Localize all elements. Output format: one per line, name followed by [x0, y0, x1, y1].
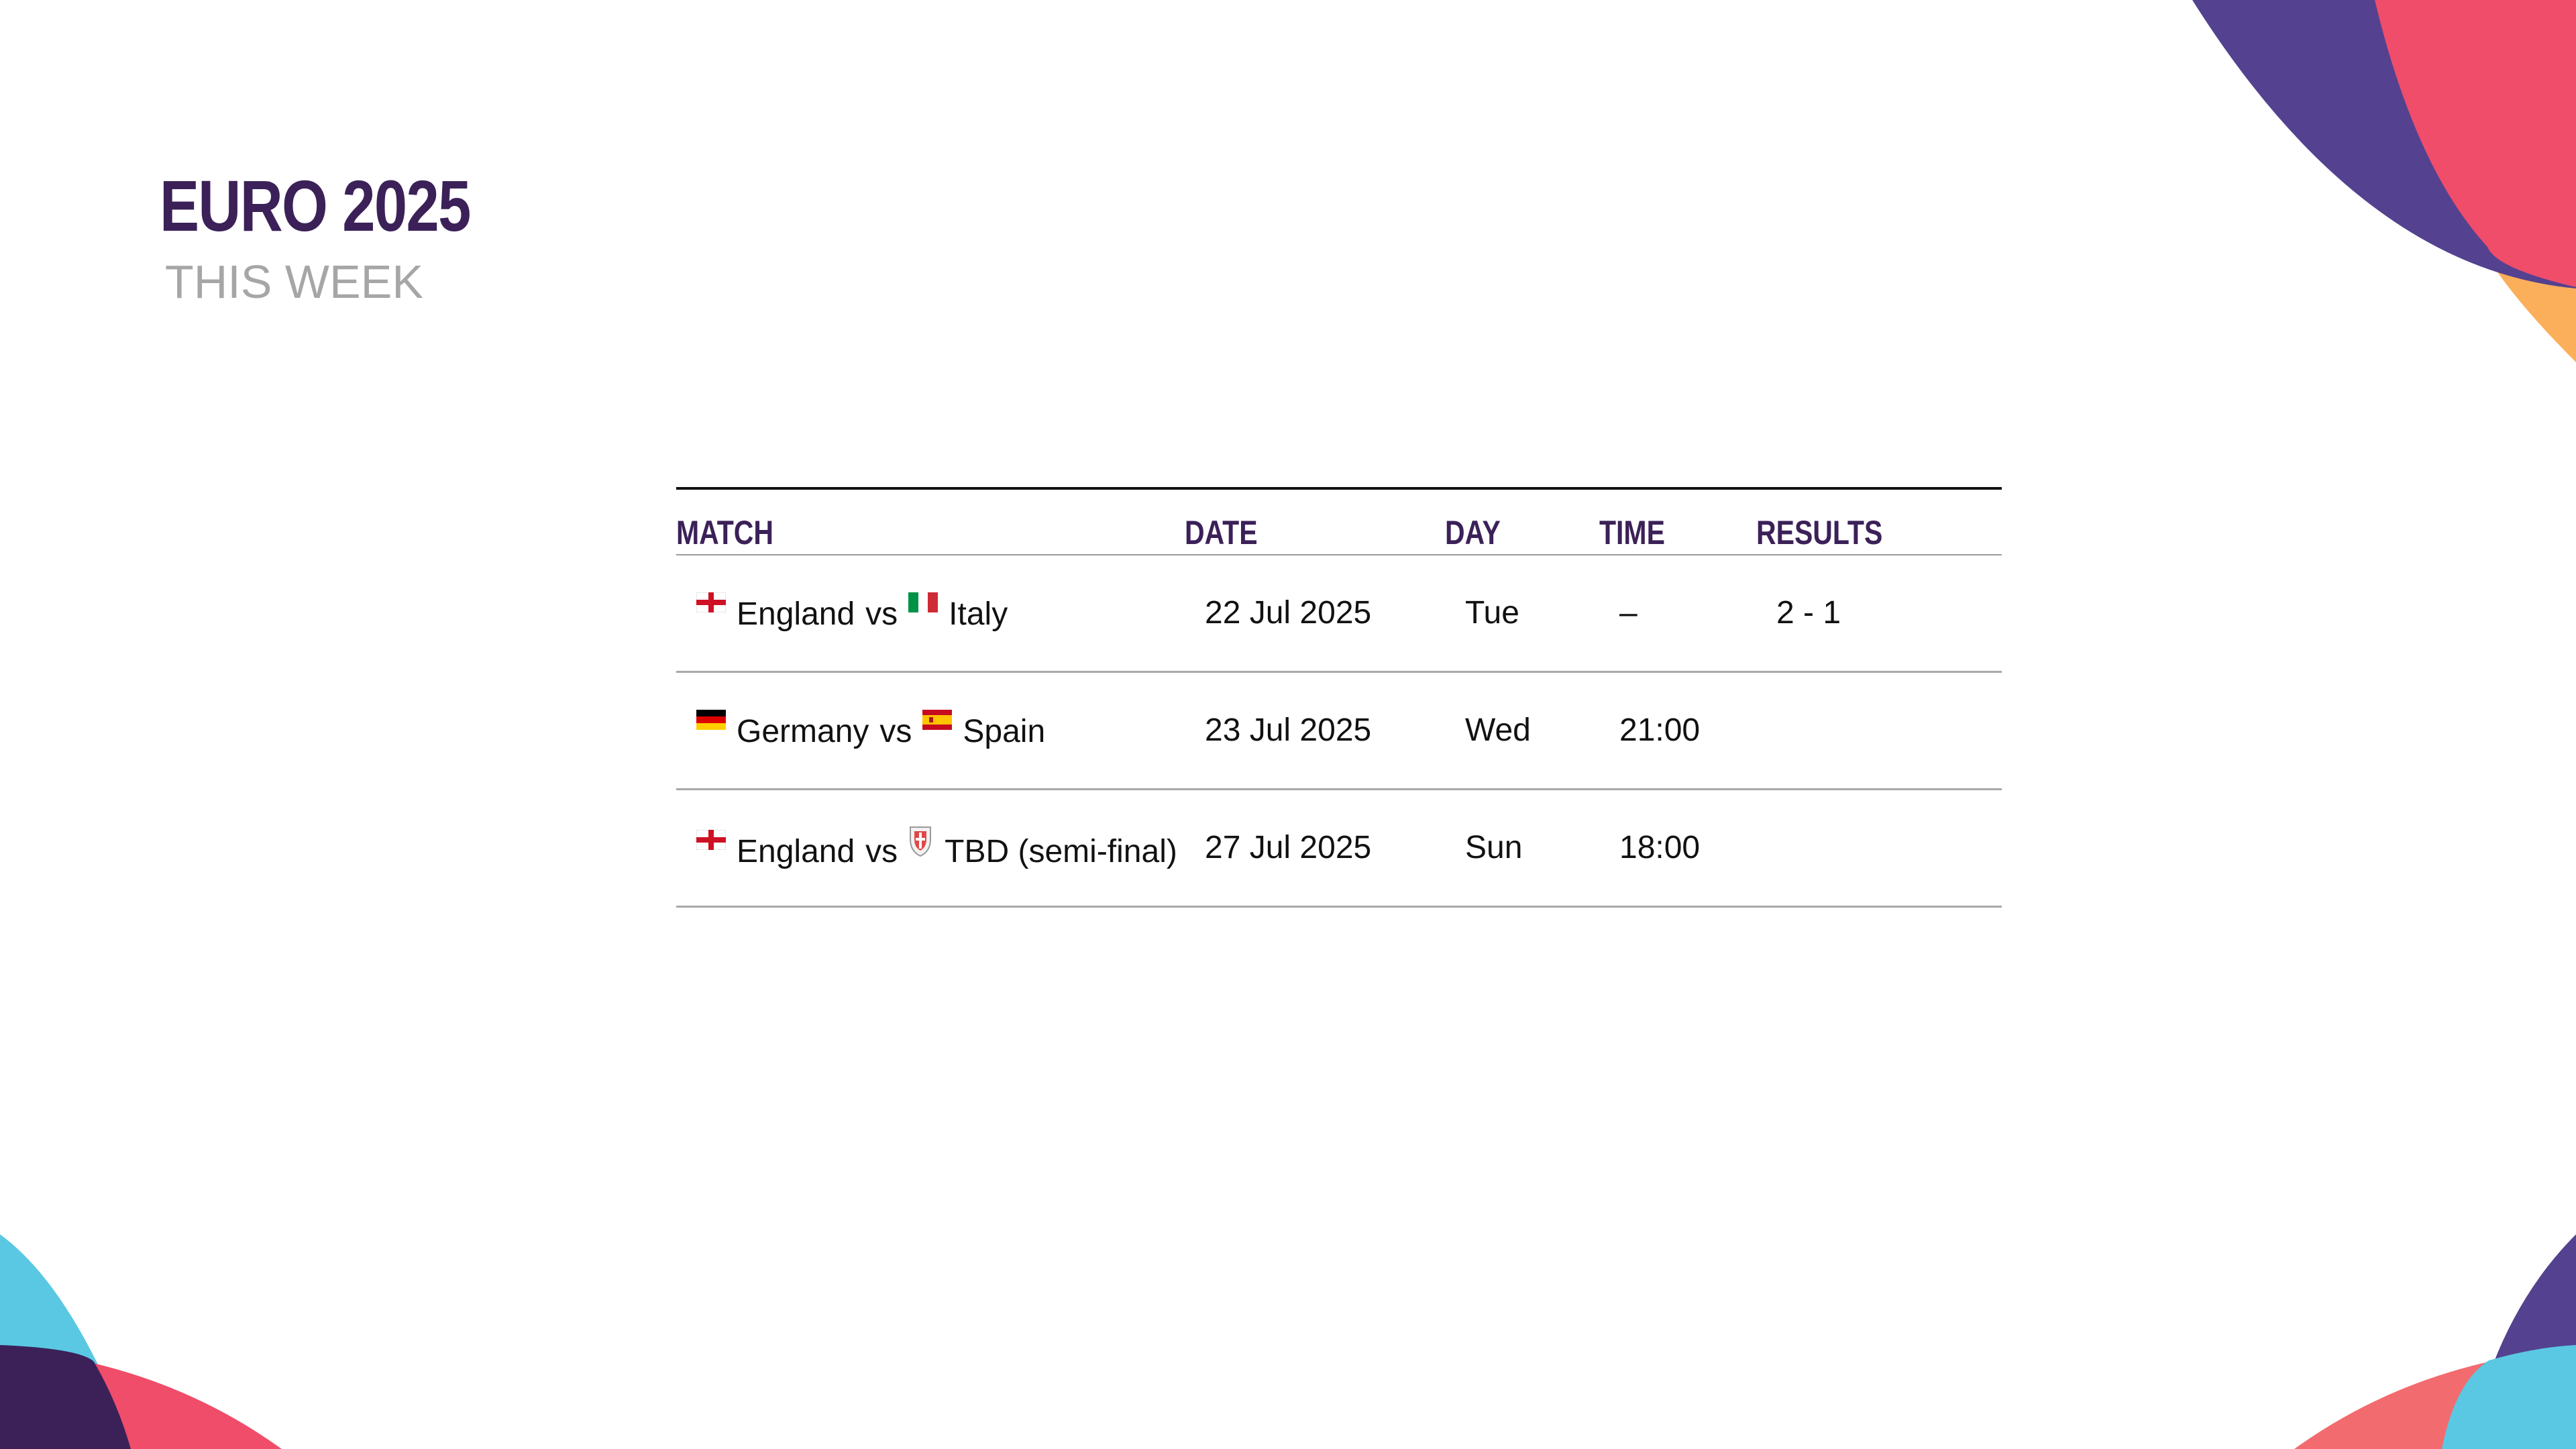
home-team: Germany: [737, 713, 869, 749]
england-flag-icon: [696, 592, 726, 612]
column-header-label: DATE: [1185, 514, 1258, 551]
vs-label: vs: [865, 596, 898, 632]
time-cell: 18:00: [1599, 790, 1756, 907]
column-header-date: [1185, 488, 1445, 555]
away-team: Spain: [963, 713, 1046, 749]
result-cell: [1756, 790, 2002, 907]
bottom-left-purple-shape: [0, 1345, 131, 1449]
match-cell: [676, 790, 1185, 907]
page-title: EURO 2025: [160, 165, 470, 246]
column-header-results: [1756, 488, 2002, 555]
home-team: England: [737, 833, 855, 869]
match-cell: [676, 555, 1185, 672]
vs-label: vs: [865, 833, 898, 869]
day-cell: Tue: [1445, 555, 1599, 672]
match-cell: [676, 672, 1185, 790]
result-cell: [1756, 672, 2002, 790]
column-header-label: MATCH: [676, 514, 773, 551]
column-header-match: [676, 488, 1185, 555]
match-schedule-table: [676, 487, 2002, 908]
away-team: TBD (semi-final): [945, 833, 1177, 869]
home-team: England: [737, 596, 855, 632]
column-header-label: RESULTS: [1756, 514, 1883, 551]
italy-flag-icon: [908, 592, 938, 612]
date-cell: 23 Jul 2025: [1185, 672, 1445, 790]
column-header-time: [1599, 488, 1756, 555]
table-row: [676, 672, 2002, 790]
germany-flag-icon: [696, 710, 726, 730]
column-header-label: DAY: [1445, 514, 1501, 551]
spain-flag-icon: [922, 710, 952, 730]
day-cell: Wed: [1445, 672, 1599, 790]
table-row: [676, 790, 2002, 907]
date-cell: 27 Jul 2025: [1185, 790, 1445, 907]
result-cell: 2 - 1: [1756, 555, 2002, 672]
england-flag-icon: [696, 830, 726, 850]
day-cell: Sun: [1445, 790, 1599, 907]
date-cell: 22 Jul 2025: [1185, 555, 1445, 672]
column-header-day: [1445, 488, 1599, 555]
table-row: [676, 555, 2002, 672]
away-team: Italy: [949, 596, 1008, 632]
vs-label: vs: [879, 713, 912, 749]
page-subtitle: THIS WEEK: [165, 256, 424, 308]
bottom-right-cyan-shape: [2442, 1345, 2576, 1449]
shield-icon: [908, 824, 932, 858]
table-header-row: [676, 488, 2002, 555]
time-cell: 21:00: [1599, 672, 1756, 790]
time-cell: –: [1599, 555, 1756, 672]
column-header-label: TIME: [1599, 514, 1665, 551]
